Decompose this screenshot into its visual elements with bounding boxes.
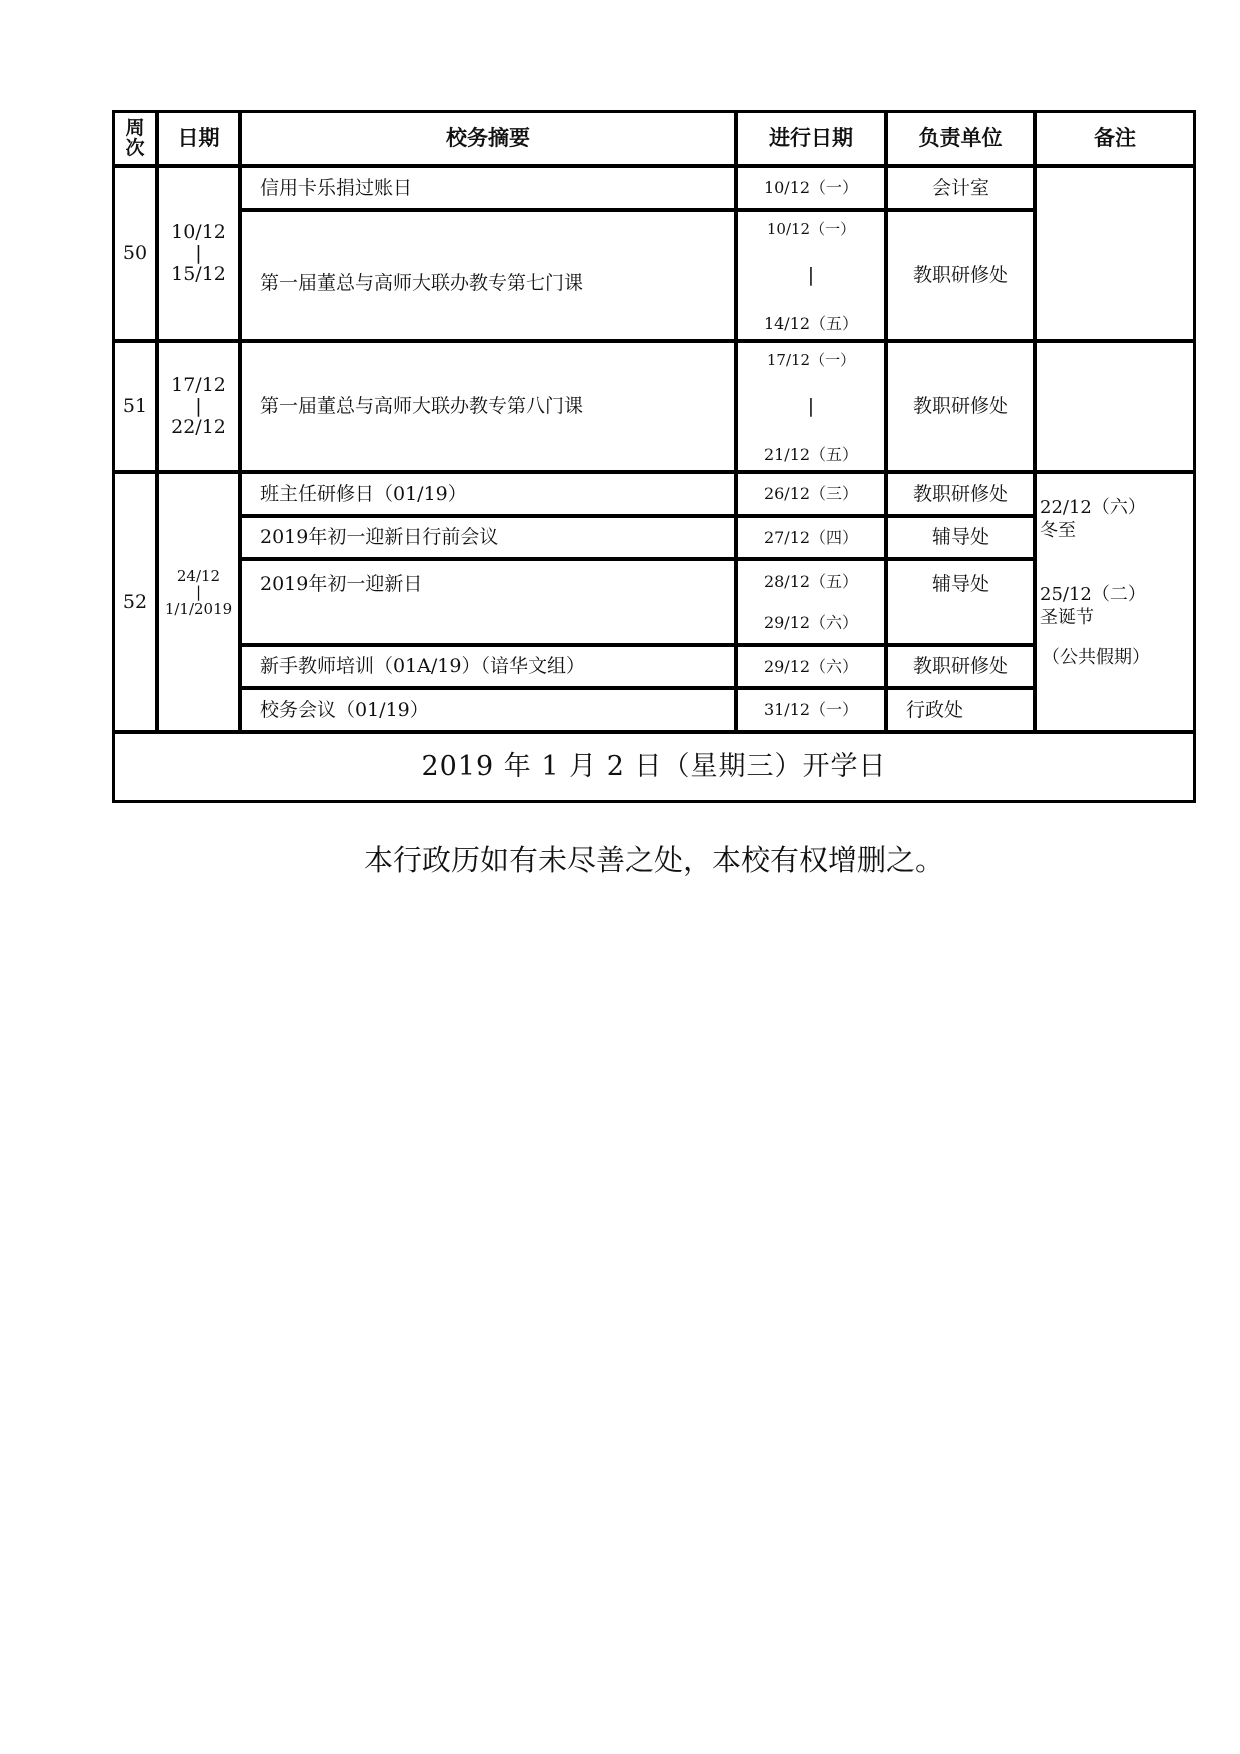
- week-50-remarks: [1037, 168, 1193, 339]
- calendar-table: [112, 110, 1196, 803]
- week-52-row2-summary: 2019年初一迎新日行前会议: [242, 518, 734, 557]
- week-51-unit: 教职研修处: [888, 343, 1033, 470]
- week-52-date-from: 24/12: [176, 566, 221, 585]
- week-51-date-from: 17/12: [171, 374, 226, 397]
- week-52-row3-unit: 辅导处: [888, 561, 1033, 643]
- week-50-row1-date: 10/12（一）: [738, 168, 884, 208]
- week-52-row1-unit: 教职研修处: [888, 474, 1033, 514]
- school-start-date: 2019 年 1 月 2 日（星期三）开学日: [115, 734, 1193, 800]
- week-50-row2-date-from: 10/12（一）: [766, 220, 856, 238]
- remark-public-holiday: （公共假期）: [1042, 646, 1150, 668]
- week-52-date-range: [159, 474, 238, 730]
- header-unit: 负责单位: [888, 113, 1033, 164]
- week-52-row3-date-range: [738, 561, 884, 643]
- week-50-date-to: 15/12: [171, 263, 226, 285]
- week-50-row1-unit: 会计室: [888, 168, 1033, 208]
- week-52-row5-summary: 校务会议（01/19）: [242, 690, 734, 730]
- week-52-row5-unit: 行政处: [888, 690, 1033, 730]
- week-52-row4-date: 29/12（六）: [738, 647, 884, 686]
- week-51-date-to: 22/12: [171, 416, 226, 438]
- week-50-row2-summary: 第一届董总与高师大联办教专第七门课: [242, 212, 734, 339]
- week-51-run-date-separator: |: [807, 395, 815, 418]
- week-52-date-to: 1/1/2019: [164, 599, 233, 618]
- week-52-row2-date: 27/12（四）: [738, 518, 884, 557]
- week-51-date-range: [159, 343, 238, 470]
- week-52-remarks: [1037, 474, 1193, 730]
- week-51-number: 51: [115, 343, 155, 470]
- week-50-number: 50: [115, 168, 155, 339]
- week-50-row1-summary: 信用卡乐捐过账日: [242, 168, 734, 208]
- week-50-row2-date-range: [738, 212, 884, 339]
- week-51-date-separator: |: [195, 395, 202, 417]
- week-50-date-range: [159, 168, 238, 339]
- week-52-date-separator: |: [195, 582, 202, 601]
- week-52-row1-date: 26/12（三）: [738, 474, 884, 514]
- week-52-row3-date-a: 28/12（五）: [763, 571, 859, 591]
- week-52-row3-date-b: 29/12（六）: [763, 612, 859, 632]
- remark-winter-solstice: 冬至: [1040, 520, 1076, 542]
- week-50-row2-date-to: 14/12（五）: [763, 313, 859, 333]
- week-51-run-date-to: 21/12（五）: [763, 444, 859, 464]
- header-remarks: 备注: [1037, 113, 1193, 164]
- week-52-row5-date: 31/12（一）: [738, 690, 884, 730]
- header-summary: 校务摘要: [242, 113, 734, 164]
- week-52-number: 52: [115, 474, 155, 730]
- week-52-row2-unit: 辅导处: [888, 518, 1033, 557]
- header-run-date: 进行日期: [738, 113, 884, 164]
- remark-christmas: 圣诞节: [1040, 607, 1094, 629]
- header-date: 日期: [159, 113, 238, 164]
- header-week: 周次: [115, 113, 155, 164]
- week-51-run-date-range: [738, 343, 884, 470]
- remark-christmas-date: 25/12（二）: [1040, 583, 1146, 605]
- week-52-row1-summary: 班主任研修日（01/19）: [242, 474, 734, 514]
- remark-winter-solstice-date: 22/12（六）: [1040, 497, 1146, 518]
- week-52-row4-unit: 教职研修处: [888, 647, 1033, 686]
- disclaimer-note: 本行政历如有未尽善之处，本校有权增删之。: [363, 843, 944, 877]
- week-52-row3-summary: 2019年初一迎新日: [242, 561, 734, 643]
- week-50-row2-unit: 教职研修处: [888, 212, 1033, 339]
- week-51-summary: 第一届董总与高师大联办教专第八门课: [242, 343, 734, 470]
- week-52-row4-summary: 新手教师培训（01A/19）（谙华文组）: [242, 647, 734, 686]
- week-50-date-from: 10/12: [171, 221, 226, 244]
- week-51-run-date-from: 17/12（一）: [766, 351, 856, 369]
- week-51-remarks: [1037, 343, 1193, 470]
- week-50-date-separator: |: [195, 242, 202, 264]
- week-50-row2-date-separator: |: [807, 264, 815, 287]
